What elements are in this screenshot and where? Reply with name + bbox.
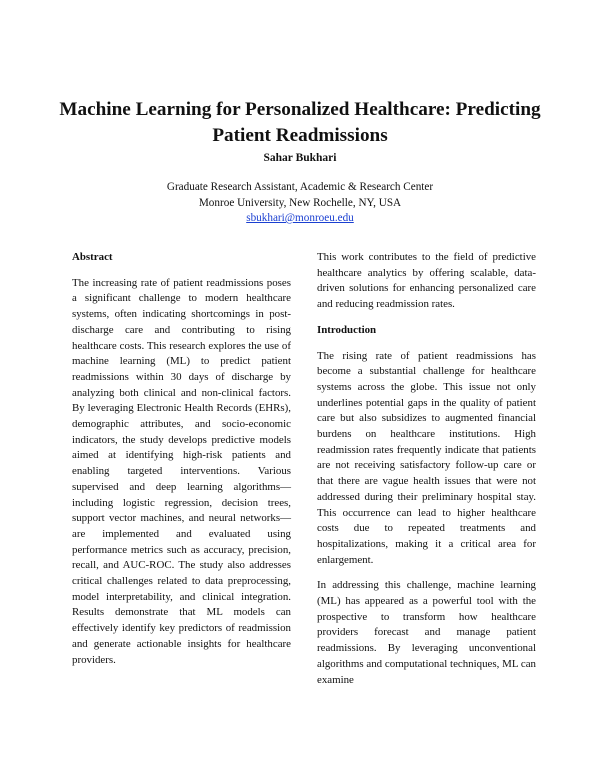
introduction-heading: Introduction [317, 323, 377, 336]
abstract-continued-text: This work contributes to the field of predictive healthcare analytics by offering scalable, data-driven solutions for enhancing personalized care and reducing readmission rates. [317, 251, 536, 311]
author-email-link[interactable]: sbukhari@monroeu.edu [246, 212, 354, 224]
affiliation [0, 180, 600, 227]
introduction-paragraph-2: In addressing this challenge, machine learning (ML) has appeared as a powerful tool with the prospective to transform how healthcare providers forecast and manage patient readmissions. By leveraging unconventional algorithms and computational techniques, ML can examine [317, 579, 536, 686]
affiliation-line-1: Graduate Research Assistant, Academic & Research Center [166, 181, 434, 193]
author-name: Sahar Bukhari [263, 152, 337, 164]
left-column [72, 250, 291, 668]
paper-title: Machine Learning for Personalized Healthcare: Predicting Patient Readmissions [59, 99, 541, 146]
abstract-heading: Abstract [72, 251, 113, 263]
right-column [317, 250, 536, 688]
abstract-text: The increasing rate of patient readmissions poses a significant challenge to modern healthcare systems, often indicating shortcomings in post-discharge care and contributing to rising healthcare costs. This research explores the use of machine learning (ML) to predict patient readmissions within 30 days of discharge by analyzing both clinical and non-clinical factors. By leveraging Electronic Health Records (EHRs), demographic attributes, and socio-economic indicators, the study develops predictive models aimed at identifying high-risk patients and enabling targeted interventions. Various supervised and deep learning algorithms—including logistic regression, decision trees, support vector machines, and neural networks—are implemented and evaluated using performance metrics such as accuracy, precision, recall, and AUC-ROC. The study also addresses critical challenges related to data preprocessing, model interpretability, and clinical integration. Results demonstrate that ML models can effectively identify key predictors of readmission and generate actionable insights for healthcare providers. [72, 276, 291, 666]
affiliation-line-2: Monroe University, New Rochelle, NY, USA [198, 196, 402, 209]
introduction-paragraph-1: The rising rate of patient readmissions has become a substantial challenge for healthcare systems across the globe. This issue not only underlines potential gaps in the quality of patient care but also subsidizes to augmented financial burdens on healthcare institutions. High readmission rates frequently indicate that patients are not receiving satisfactory follow-up care or that there are vague health issues that were not addressed during their preliminary hospital stay. This occurrence can lead to higher healthcare costs due to repeated treatments and hospitalizations, making it a critical area for enlargement. [317, 349, 536, 566]
